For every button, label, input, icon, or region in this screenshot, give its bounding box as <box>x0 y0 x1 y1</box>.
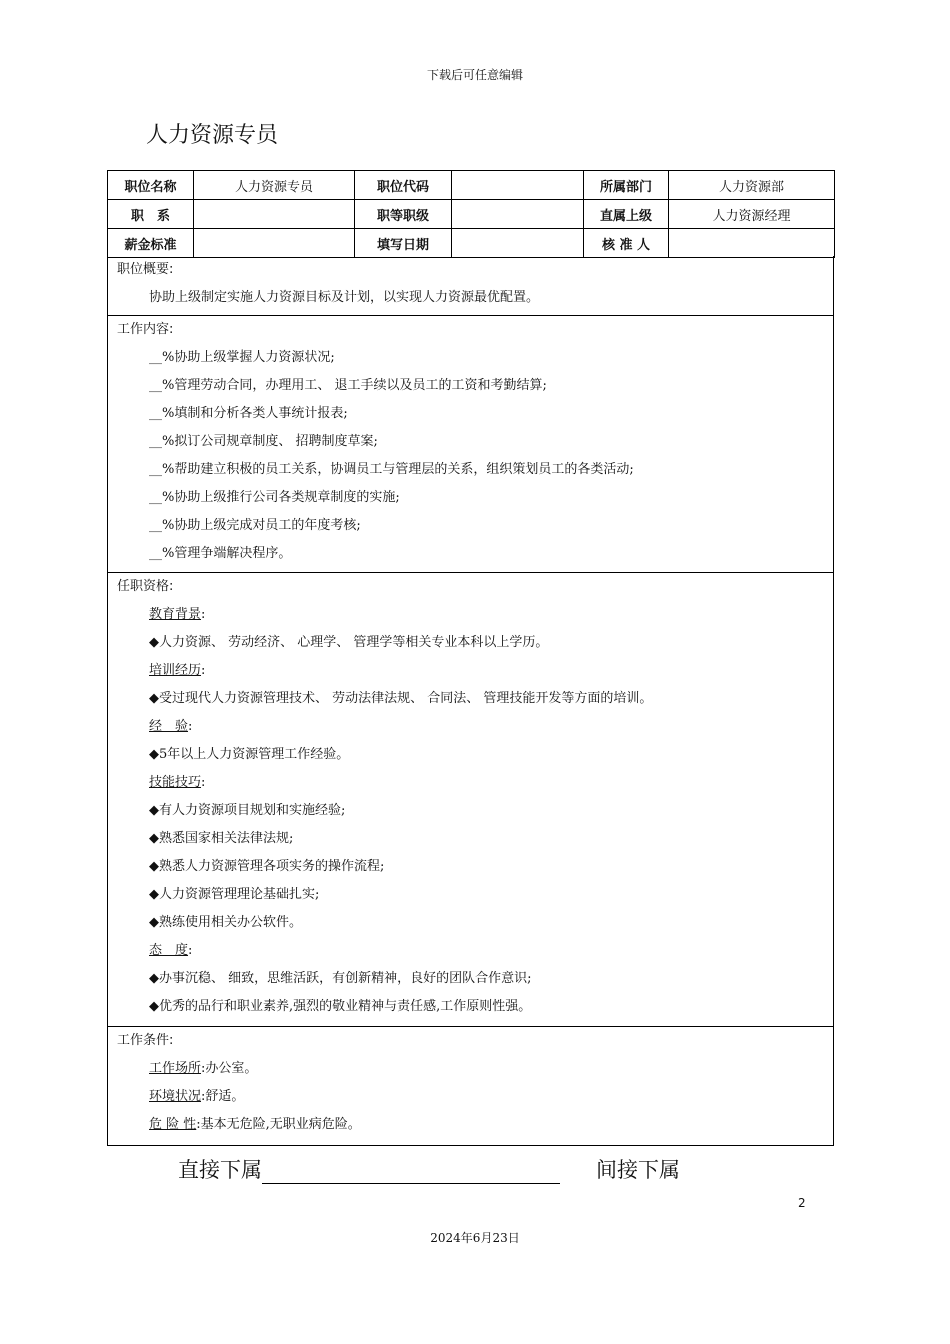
duty-item: __%填制和分析各类人事统计报表; <box>149 406 348 421</box>
education-text: ◆人力资源、 劳动经济、 心理学、 管理学等相关专业本科以上学历。 <box>149 635 549 650</box>
environment-value: :舒适。 <box>201 1089 245 1104</box>
table-row <box>108 171 835 200</box>
condition-environment <box>108 1083 833 1111</box>
condition-place <box>108 1055 833 1083</box>
footer-date: 2024年6月23日 <box>430 1231 520 1245</box>
place-value: :办公室。 <box>201 1061 258 1076</box>
value-position-name: 人力资源专员 <box>194 171 355 200</box>
skill-item: ◆熟悉国家相关法律法规; <box>149 831 294 846</box>
table-row <box>108 229 835 258</box>
experience-label: 经 验 <box>149 719 189 734</box>
label-grade: 职等职级 <box>355 200 452 229</box>
label-supervisor: 直属上级 <box>584 200 669 229</box>
value-supervisor: 人力资源经理 <box>669 200 835 229</box>
duties-section <box>107 316 834 573</box>
label-salary: 薪金标准 <box>108 229 194 258</box>
direct-subordinates-label: 直接下属 <box>178 1158 262 1182</box>
education-heading: 教育背景: <box>149 607 206 622</box>
experience-text: ◆5年以上人力资源管理工作经验。 <box>149 747 350 762</box>
duty-item: __%管理劳动合同，办理用工、 退工手续以及员工的工资和考勤结算; <box>149 378 547 393</box>
attitude-label: 态 度 <box>149 943 189 958</box>
skills-heading: 技能技巧: <box>149 775 206 790</box>
value-job-family <box>194 200 355 229</box>
experience-heading: 经 验: <box>149 719 193 734</box>
qualifications-title: 任职资格: <box>117 579 174 594</box>
position-info-table <box>107 170 835 258</box>
skill-item: ◆熟练使用相关办公软件。 <box>149 915 302 930</box>
attitude-item: ◆优秀的品行和职业素养,强烈的敬业精神与责任感,工作原则性强。 <box>149 999 532 1014</box>
risk-label: 危 险 性 <box>149 1117 197 1132</box>
subordinates-line <box>178 1154 680 1184</box>
value-department: 人力资源部 <box>669 171 835 200</box>
overview-text: 协助上级制定实施人力资源目标及计划，以实现人力资源最优配置。 <box>149 290 540 305</box>
duty-item: __%协助上级推行公司各类规章制度的实施; <box>149 490 400 505</box>
label-job-family: 职 系 <box>108 200 194 229</box>
value-position-code <box>452 171 584 200</box>
label-fill-date: 填写日期 <box>355 229 452 258</box>
skill-item: ◆熟悉人力资源管理各项实务的操作流程; <box>149 859 385 874</box>
label-position-code: 职位代码 <box>355 171 452 200</box>
overview-title: 职位概要: <box>117 262 174 277</box>
duty-item: __%协助上级掌握人力资源状况; <box>149 350 335 365</box>
risk-value: :基本无危险,无职业病危险。 <box>196 1117 361 1132</box>
attitude-item: ◆办事沉稳、 细致，思维活跃，有创新精神，良好的团队合作意识; <box>149 971 532 986</box>
duty-item: __%拟订公司规章制度、 招聘制度草案; <box>149 434 378 449</box>
environment-label: 环境状况 <box>149 1089 202 1104</box>
header-note: 下载后可任意编辑 <box>426 68 523 82</box>
attitude-heading: 态 度: <box>149 943 193 958</box>
training-label: 培训经历 <box>149 663 202 678</box>
skill-item: ◆有人力资源项目规划和实施经验; <box>149 803 346 818</box>
value-approver <box>669 229 835 258</box>
qualifications-section <box>107 573 834 1027</box>
overview-section <box>107 256 834 316</box>
label-department: 所属部门 <box>584 171 669 200</box>
training-text: ◆受过现代人力资源管理技术、 劳动法律法规、 合同法、 管理技能开发等方面的培训。 <box>149 691 653 706</box>
document-title: 人力资源专员 <box>146 123 279 148</box>
label-position-name: 职位名称 <box>108 171 194 200</box>
education-label: 教育背景 <box>149 607 202 622</box>
indirect-subordinates-label: 间接下属 <box>596 1158 680 1182</box>
value-salary <box>194 229 355 258</box>
duties-title: 工作内容: <box>117 322 174 337</box>
conditions-section <box>107 1027 834 1146</box>
page-number: 2 <box>798 1196 806 1210</box>
skill-item: ◆人力资源管理理论基础扎实; <box>149 887 320 902</box>
table-row <box>108 200 835 229</box>
duty-item: __%协助上级完成对员工的年度考核; <box>149 518 361 533</box>
duty-item: __%管理争端解决程序。 <box>149 546 292 561</box>
conditions-title: 工作条件: <box>117 1033 174 1048</box>
value-grade <box>452 200 584 229</box>
condition-risk <box>108 1111 833 1139</box>
label-approver: 核 准 人 <box>584 229 669 258</box>
direct-subordinates-blank <box>262 1161 560 1184</box>
place-label: 工作场所 <box>149 1061 202 1076</box>
skills-label: 技能技巧 <box>149 775 202 790</box>
duty-item: __%帮助建立积极的员工关系，协调员工与管理层的关系，组织策划员工的各类活动; <box>149 462 634 477</box>
training-heading: 培训经历: <box>149 663 206 678</box>
value-fill-date <box>452 229 584 258</box>
